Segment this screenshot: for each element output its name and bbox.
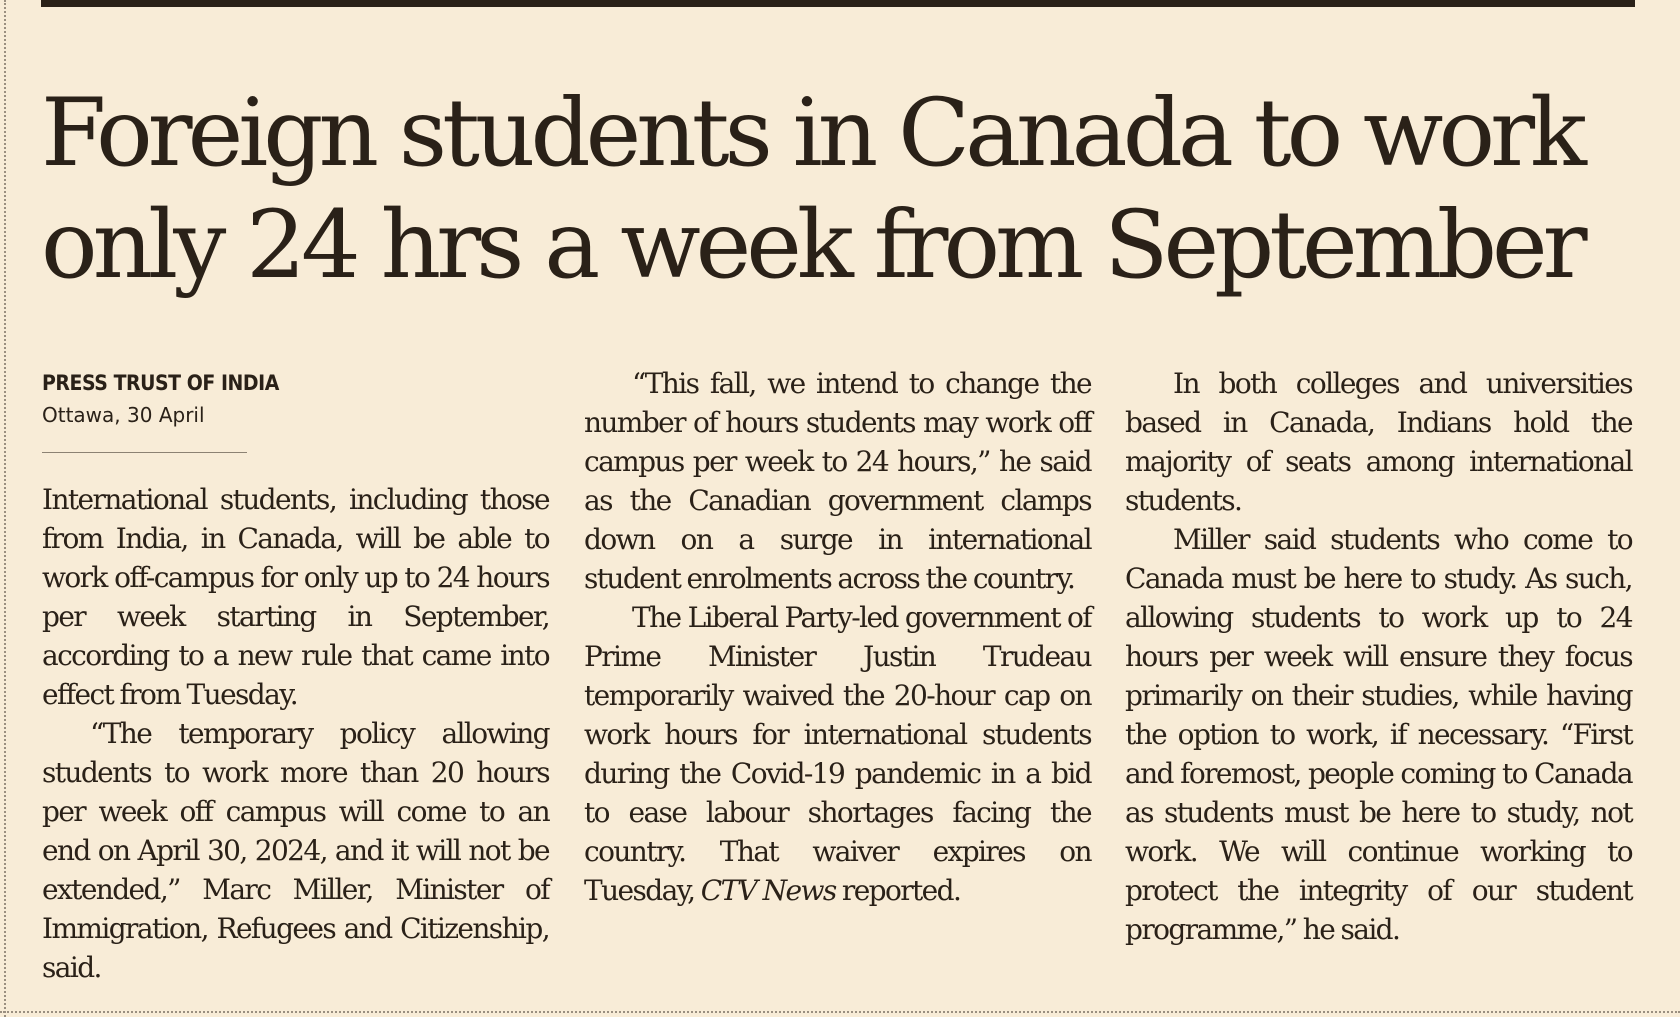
headline <box>41 78 1641 302</box>
top-rule <box>41 0 1635 7</box>
paragraph: “This fall, we intend to change the number of hours students may work off campus per week to 24 hours,” he said as the Canadian government clamps down on a surge in international student enrolments across the country. <box>584 367 1091 595</box>
bottom-dotted-border <box>0 1011 1680 1013</box>
left-dotted-border <box>4 0 6 1017</box>
paragraph-text: The Liberal Party-led government of Prime Minister Justin Trudeau temporarily waived the 20-hour cap on work hours for international students during the Covid-19 pandemic in a bid to ease labour shortages facing the country. That waiver expires on Tuesday, <box>584 601 1091 907</box>
news-source: CTV News <box>700 874 836 907</box>
dateline: Ottawa, 30 April <box>42 403 205 427</box>
paragraph-tail: reported. <box>835 874 961 907</box>
article-column-2 <box>584 364 1091 910</box>
agency-credit: PRESS TRUST OF INDIA <box>42 371 279 395</box>
paragraph: In both colleges and universities based in Canada, Indians hold the majority of seats among international students. <box>1125 367 1632 517</box>
headline-line-2: only 24 hrs a week from September <box>41 191 1583 300</box>
paragraph <box>584 598 1091 910</box>
byline <box>42 368 279 432</box>
headline-line-1: Foreign students in Canada to work <box>41 79 1583 188</box>
article-column-3 <box>1125 364 1632 949</box>
byline-rule <box>42 452 247 453</box>
paragraph: International students, including those from India, in Canada, will be able to work off-campus for only up to 24 hours per week starting in September, according to a new rule that came into effect from Tuesday. <box>42 483 549 711</box>
paragraph: Miller said students who come to Canada must be here to study. As such, allowing students to work up to 24 hours per week will ensure they focus primarily on their studies, while having the option to work, if necessary. “First and foremost, people coming to Canada as students must be here to study, not work. We will continue working to protect the integrity of our student programme,” he said. <box>1125 523 1632 946</box>
paragraph: “The temporary policy allowing students to work more than 20 hours per week off campus will come to an end on April 30, 2024, and it will not be extended,” Marc Miller, Minister of Immigration, Refugees and Citizenship, said. <box>42 717 549 984</box>
article-column-1 <box>42 480 549 987</box>
